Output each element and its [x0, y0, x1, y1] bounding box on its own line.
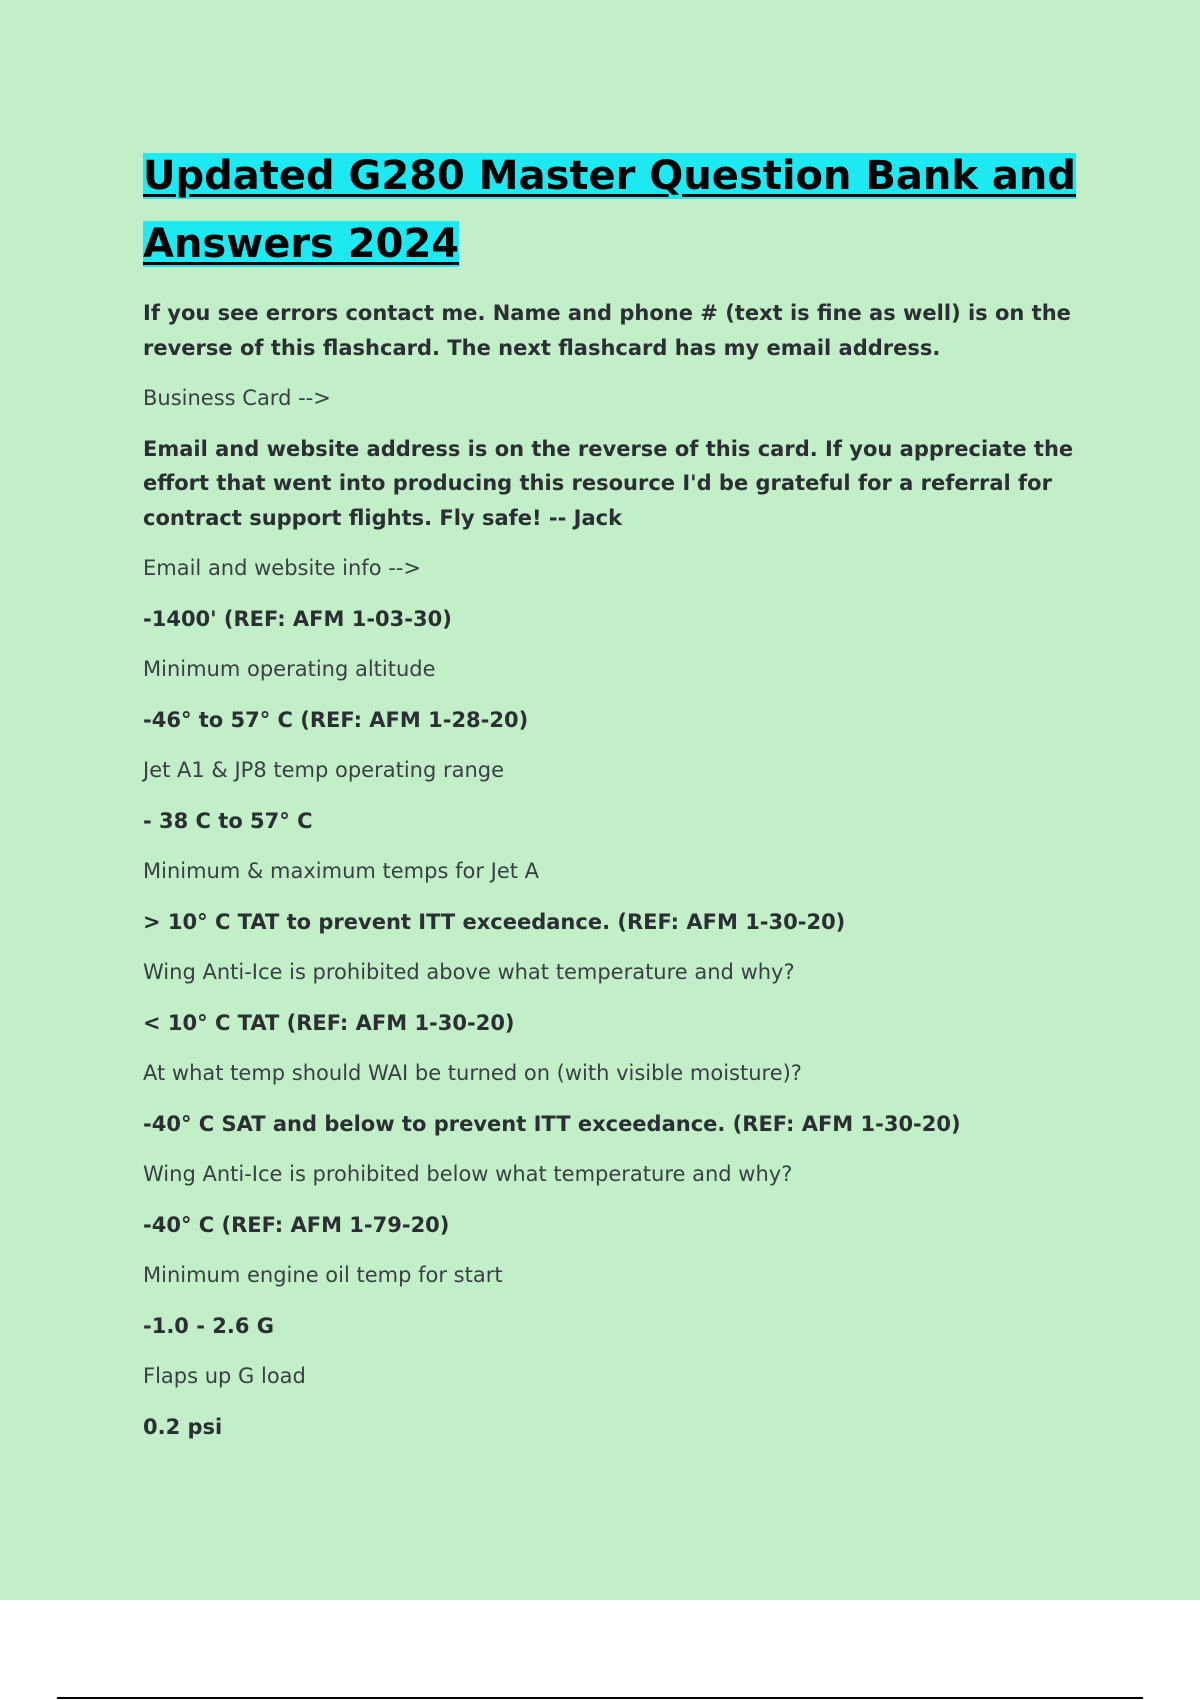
flashcard-answer: -46° to 57° C (REF: AFM 1-28-20) [143, 707, 529, 732]
flashcard-answer: - 38 C to 57° C [143, 808, 313, 833]
flashcard-answer: -1.0 - 2.6 G [143, 1313, 275, 1338]
document-title-text: Updated G280 Master Question Bank and Answers 2024 [143, 153, 1077, 267]
flashcard-question: At what temp should WAI be turned on (with visible moisture)? [143, 1061, 802, 1085]
flashcard-answer: -40° C (REF: AFM 1-79-20) [143, 1212, 450, 1237]
flashcard-question: Wing Anti-Ice is prohibited above what temperature and why? [143, 960, 795, 984]
flashcard-answer: > 10° C TAT to prevent ITT exceedance. (REF: AFM 1-30-20) [143, 909, 846, 934]
flashcard-question: Business Card --> [143, 386, 331, 410]
flashcard-question: Email and website info --> [143, 556, 421, 580]
flashcard-list [143, 296, 1103, 1444]
document-content [143, 142, 1103, 1460]
flashcard-answer: -1400' (REF: AFM 1-03-30) [143, 606, 452, 631]
flashcard-question: Jet A1 & JP8 temp operating range [143, 758, 505, 782]
flashcard-question: Flaps up G load [143, 1364, 306, 1388]
flashcard-question: Minimum engine oil temp for start [143, 1263, 503, 1287]
flashcard-question: Minimum operating altitude [143, 657, 436, 681]
flashcard-question: Minimum & maximum temps for Jet A [143, 859, 540, 883]
document-title [143, 142, 1103, 278]
footer-divider [57, 1697, 1143, 1699]
flashcard-answer: 0.2 psi [143, 1414, 223, 1439]
flashcard-answer: If you see errors contact me. Name and phone # (text is fine as well) is on the reverse of this flashcard. The next flashcard has my email address. [143, 301, 1071, 360]
flashcard-answer: -40° C SAT and below to prevent ITT exceedance. (REF: AFM 1-30-20) [143, 1111, 961, 1136]
flashcard-answer: Email and website address is on the reverse of this card. If you appreciate the effort that went into producing this resource I'd be grateful for a referral for contract support flights. Fly safe! -- Jack [143, 436, 1074, 530]
flashcard-answer: < 10° C TAT (REF: AFM 1-30-20) [143, 1010, 515, 1035]
flashcard-question: Wing Anti-Ice is prohibited below what temperature and why? [143, 1162, 793, 1186]
